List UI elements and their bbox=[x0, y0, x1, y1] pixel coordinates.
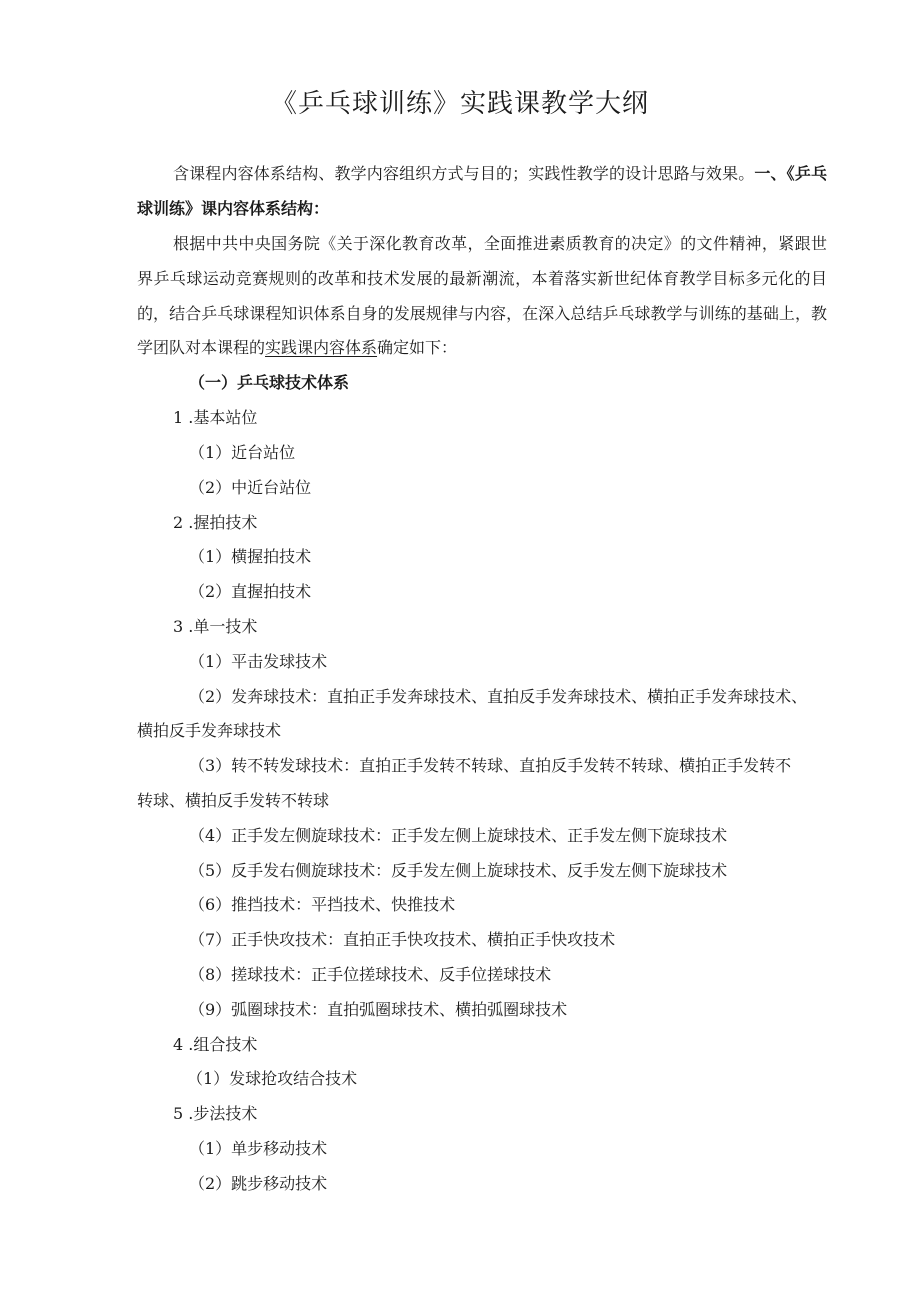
list-heading: 2 .握拍技术 bbox=[173, 513, 258, 532]
underlined-term: 实践课内容体系 bbox=[265, 338, 378, 358]
list-item-continuation: 转球、横拍反手发转不转球 bbox=[137, 791, 330, 810]
list-item: （1）单步移动技术 bbox=[189, 1139, 328, 1158]
list-item: （2）直握拍技术 bbox=[189, 582, 312, 601]
basis-paragraph bbox=[137, 227, 827, 366]
list-item: （3）转不转发球技术：直拍正手发转不转球、直拍反手发转不转球、横拍正手发转不 bbox=[189, 756, 792, 775]
list-item: （1）平击发球技术 bbox=[189, 652, 328, 671]
subsection-heading: （一）乒乓球技术体系 bbox=[189, 373, 350, 392]
list-item: （1）发球抢攻结合技术 bbox=[187, 1069, 358, 1088]
list-heading: 5 .步法技术 bbox=[173, 1104, 258, 1123]
page-title: 《乒乓球训练》实践课教学大纲 bbox=[270, 89, 649, 119]
basis-text-post: 确定如下： bbox=[377, 338, 458, 358]
list-heading: 3 .单一技术 bbox=[173, 617, 258, 636]
list-item: （9）弧圈球技术：直拍弧圈球技术、横拍弧圈球技术 bbox=[189, 1000, 568, 1019]
list-item: （2）发奔球技术：直拍正手发奔球技术、直拍反手发奔球技术、横拍正手发奔球技术、 bbox=[189, 687, 808, 706]
intro-paragraph bbox=[137, 157, 827, 227]
list-item: （8）搓球技术：正手位搓球技术、反手位搓球技术 bbox=[189, 965, 552, 984]
list-heading: 1 .基本站位 bbox=[173, 408, 258, 427]
list-item: （6）推挡技术：平挡技术、快推技术 bbox=[189, 895, 456, 914]
list-item: （5）反手发右侧旋球技术：反手发左侧上旋球技术、反手发左侧下旋球技术 bbox=[189, 861, 728, 880]
list-item-continuation: 横拍反手发奔球技术 bbox=[137, 721, 282, 740]
list-heading: 4 .组合技术 bbox=[173, 1035, 258, 1054]
list-item: （1）近台站位 bbox=[189, 443, 296, 462]
list-item: （2）中近台站位 bbox=[189, 478, 312, 497]
list-item: （7）正手快攻技术：直拍正手快攻技术、横拍正手快攻技术 bbox=[189, 930, 616, 949]
list-item: （2）跳步移动技术 bbox=[189, 1174, 328, 1193]
section-heading-one: 一、《乒乓球训练》课内容体系结构： bbox=[137, 164, 827, 218]
intro-text: 含课程内容体系结构、教学内容组织方式与目的；实践性教学的设计思路与效果。 bbox=[173, 164, 755, 183]
list-item: （4）正手发左侧旋球技术：正手发左侧上旋球技术、正手发左侧下旋球技术 bbox=[189, 826, 728, 845]
list-item: （1）横握拍技术 bbox=[189, 547, 312, 566]
basis-text-pre: 根据中共中央国务院《关于深化教育改革，全面推进素质教育的决定》的文件精神，紧跟世界乒乓球运动竞赛规则的改革和技术发展的最新潮流，本着落实新世纪体育教学目标多元化的目的，结合乒乓球课程知识体系自身的发展规律与内容，在深入总结乒乓球教学与训练的基础上，教学团队对本课程的 bbox=[137, 234, 827, 358]
